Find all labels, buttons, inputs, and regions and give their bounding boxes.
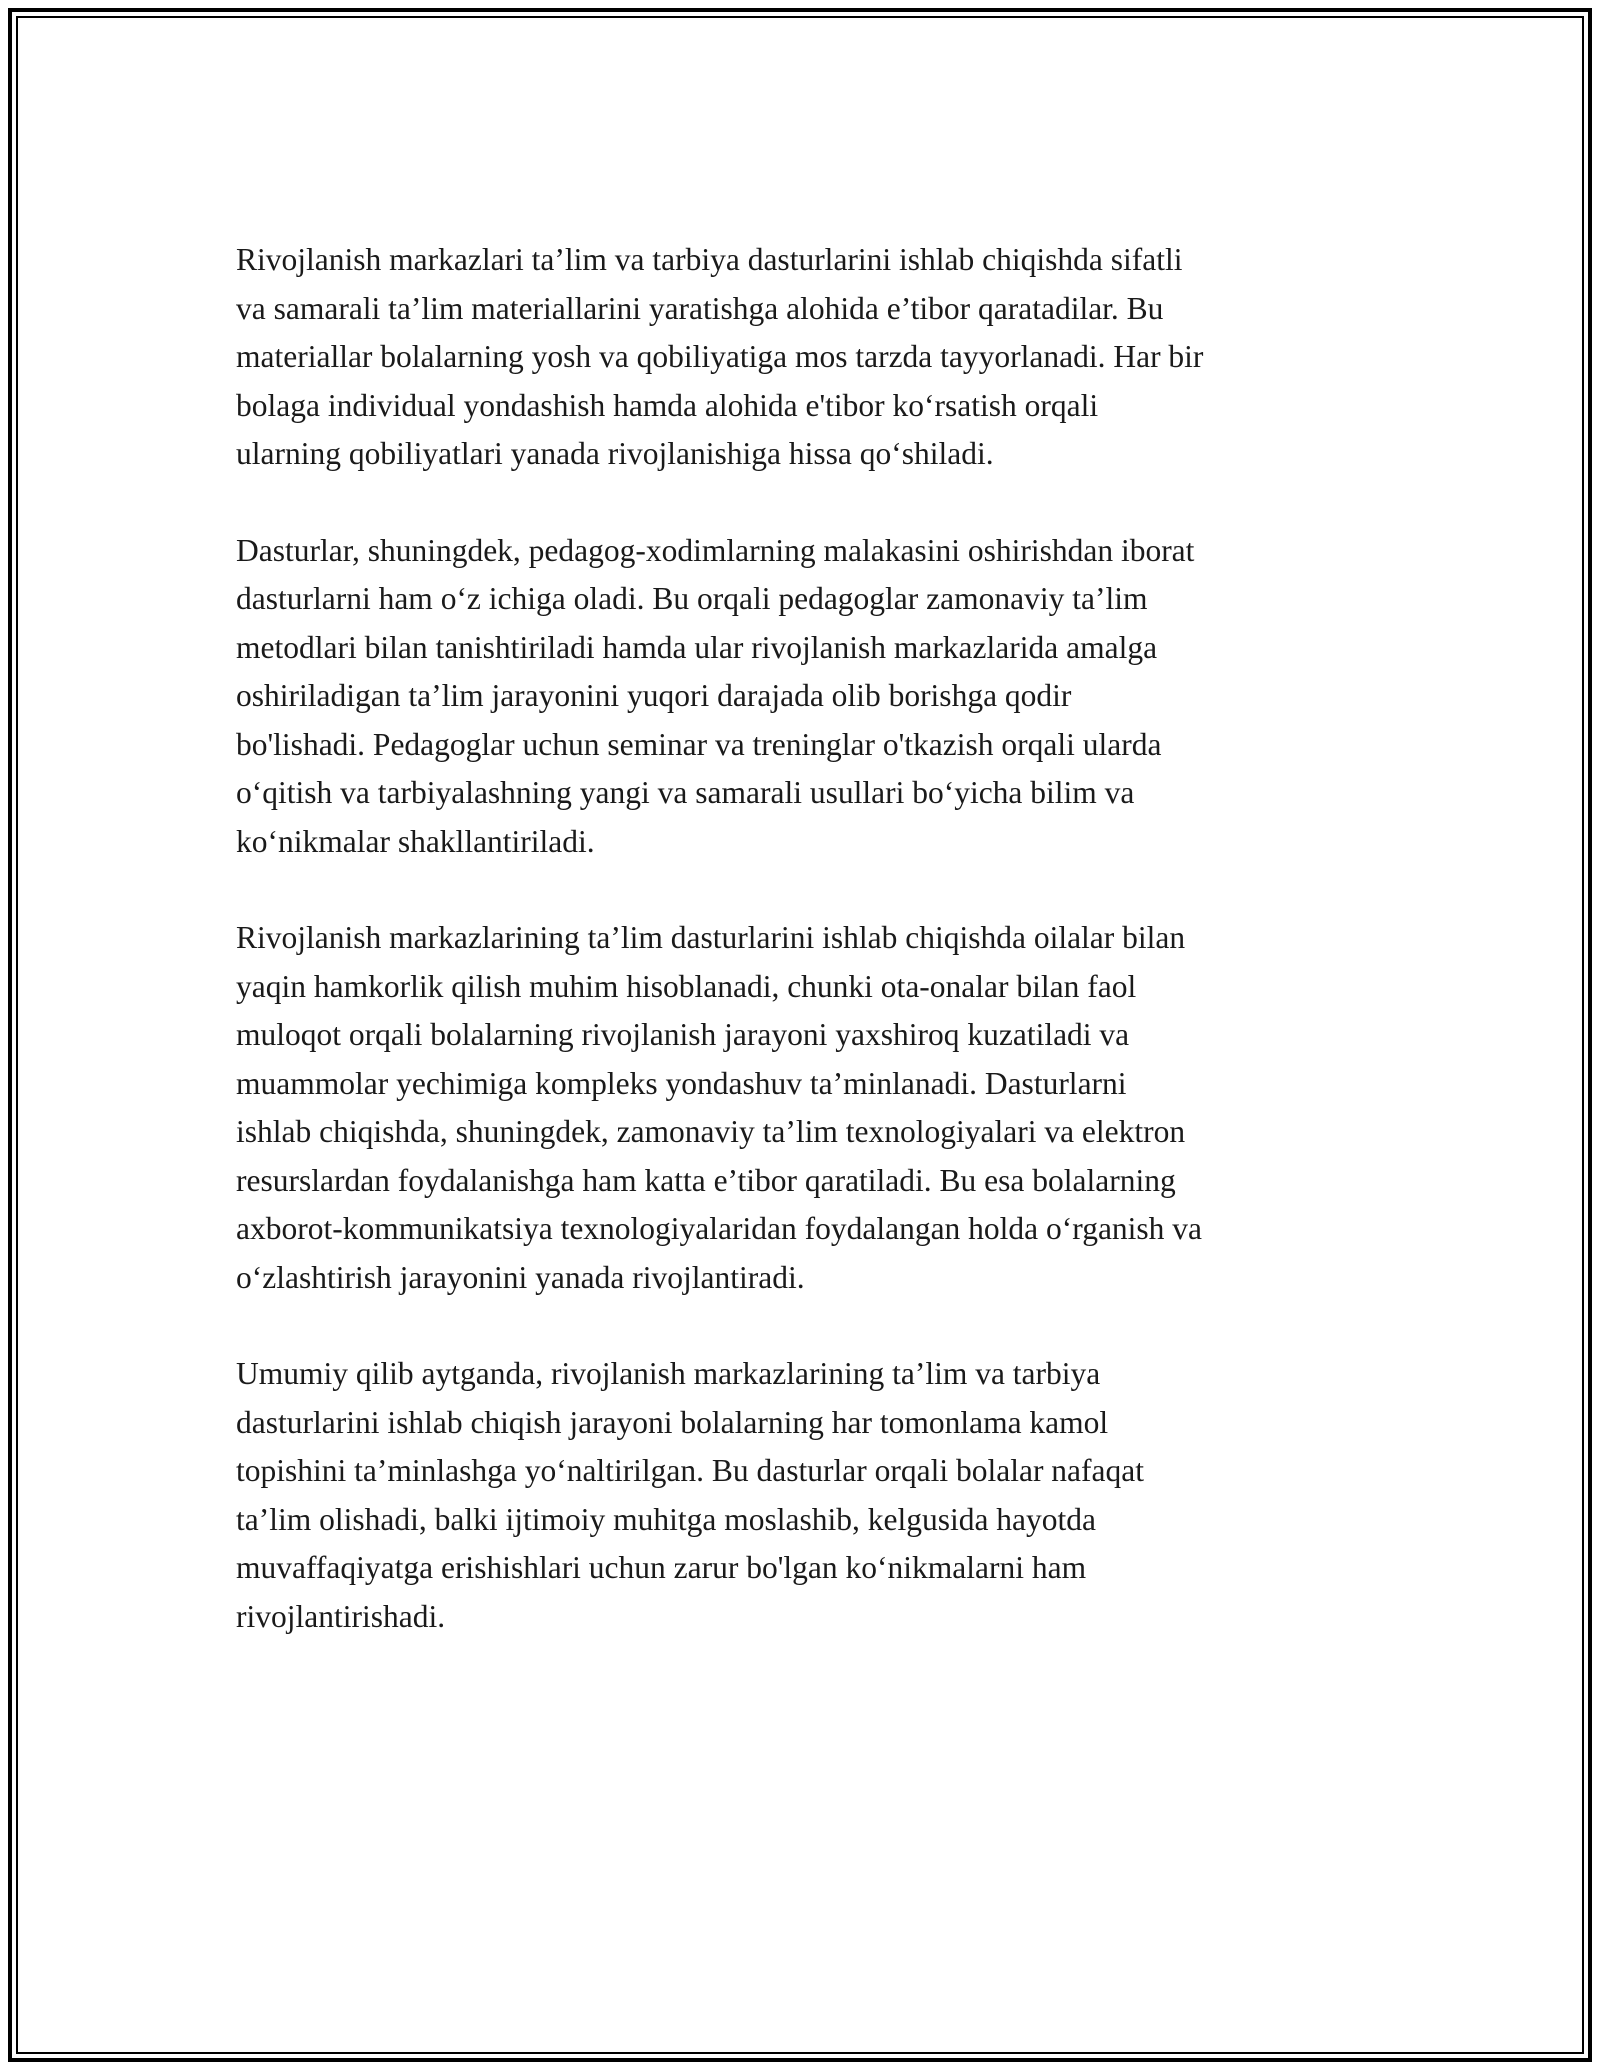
paragraph-3: Rivojlanish markazlarining ta’lim dasturlarini ishlab chiqishda oilalar bilan yaqin hamkorlik qilish muhim hisoblanadi, chunki ota-onalar bilan faol muloqot orqali bolalarning rivojlanish jarayoni yaxshiroq kuzatiladi va muammolar yechimiga kompleks yondashuv ta’minlanadi. Dasturlarni ishlab chiqishda, shuningdek, zamonaviy ta’lim texnologiyalari va elektron resurslardan foydalanishga ham katta e’tibor qaratiladi. Bu esa bolalarning axborot-kommunikatsiya texnologiyalaridan foydalangan holda o‘rganish va o‘zlashtirish jarayonini yanada rivojlantiradi.: [236, 920, 1203, 1295]
paragraph-2: Dasturlar, shuningdek, pedagog-xodimlarning malakasini oshirishdan iborat dasturlarni ham o‘z ichiga oladi. Bu orqali pedagoglar zamonaviy ta’lim metodlari bilan tanishtiriladi hamda ular rivojlanish markazlarida amalga oshiriladigan ta’lim jarayonini yuqori darajada olib borishga qodir bo'lishadi. Pedagoglar uchun seminar va treninglar o'tkazish orqali ularda o‘qitish va tarbiyalashning yangi va samarali usullari bo‘yicha bilim va ko‘nikmalar shakllantiriladi.: [236, 532, 1195, 859]
paragraph-4: Umumiy qilib aytganda, rivojlanish markazlarining ta’lim va tarbiya dasturlarini ishlab chiqish jarayoni bolalarning har tomonlama kamol topishini ta’minlashga yo‘naltirilgan. Bu dasturlar orqali bolalar nafaqat ta’lim olishadi, balki ijtimoiy muhitga moslashib, kelgusida hayotda muvaffaqiyatga erishishlari uchun zarur bo'lgan ko‘nikmalarni ham rivojlantirishadi.: [236, 1356, 1144, 1634]
document-body: [236, 236, 1376, 1689]
paragraph-1: Rivojlanish markazlari ta’lim va tarbiya dasturlarini ishlab chiqishda sifatli va samarali ta’lim materiallarini yaratishga alohida e’tibor qaratadilar. Bu materiallar bolalarning yosh va qobiliyatiga mos tarzda tayyorlanadi. Har bir bolaga individual yondashish hamda alohida e'tibor ko‘rsatish orqali ularning qobiliyatlari yanada rivojlanishiga hissa qo‘shiladi.: [236, 242, 1204, 471]
